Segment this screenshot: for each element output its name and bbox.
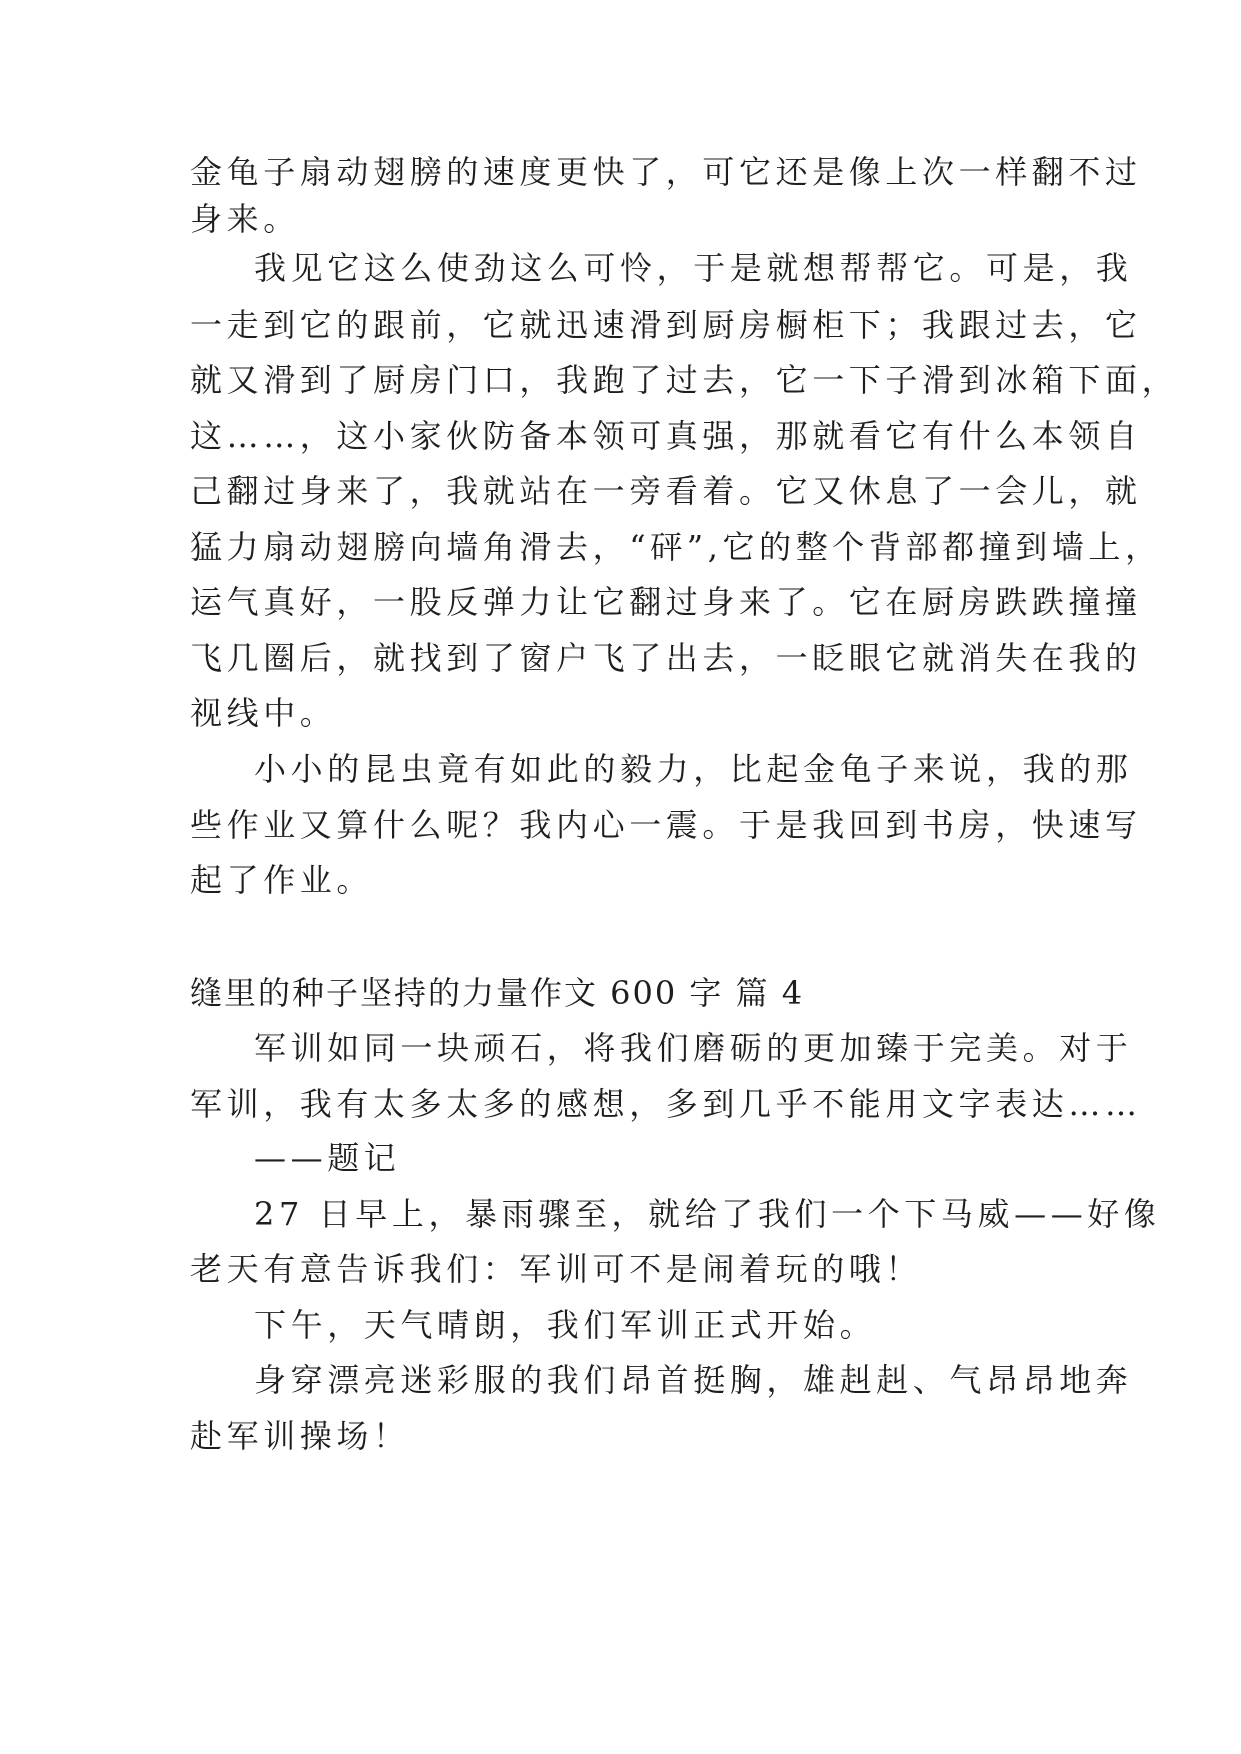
paragraph-line: 些作业又算什么呢？我内心一震。于是我回到书房，快速写 [190,806,1142,844]
paragraph-line: 27 日早上，暴雨骤至，就给了我们一个下马威——好像 [254,1195,1161,1233]
paragraph-line: 运气真好，一股反弹力让它翻过身来了。它在厨房跌跌撞撞 [190,583,1142,621]
paragraph-line: 小小的昆虫竟有如此的毅力，比起金龟子来说，我的那 [254,750,1133,788]
paragraph-line: 金龟子扇动翅膀的速度更快了，可它还是像上次一样翻不过 [190,153,1142,191]
paragraph-line: 军训，我有太多太多的感想，多到几乎不能用文字表达…… [190,1085,1142,1123]
epigraph-attribution: ——题记 [254,1139,401,1177]
section-heading: 缝里的种子坚持的力量作文 600 字 篇 4 [190,974,805,1012]
paragraph-line: 起了作业。 [190,861,374,899]
paragraph-line: 飞几圈后，就找到了窗户飞了出去，一眨眼它就消失在我的 [190,639,1142,677]
paragraph-line: 就又滑到了厨房门口，我跑了过去，它一下子滑到冰箱下面， [190,361,1179,399]
paragraph-line: 一走到它的跟前，它就迅速滑到厨房橱柜下；我跟过去，它 [190,306,1142,344]
paragraph-line: 老天有意告诉我们：军训可不是闹着玩的哦！ [190,1250,923,1288]
paragraph-line: 身来。 [190,200,300,238]
paragraph-line: 视线中。 [190,694,337,732]
paragraph-line: 下午，天气晴朗，我们军训正式开始。 [254,1306,877,1344]
paragraph-line: 军训如同一块顽石，将我们磨砺的更加臻于完美。对于 [254,1029,1133,1067]
paragraph-line: 己翻过身来了，我就站在一旁看着。它又休息了一会儿，就 [190,472,1142,510]
paragraph-line: 这……，这小家伙防备本领可真强，那就看它有什么本领自 [190,417,1142,455]
paragraph-line: 我见它这么使劲这么可怜，于是就想帮帮它。可是，我 [254,249,1133,287]
paragraph-line: 身穿漂亮迷彩服的我们昂首挺胸，雄赳赳、气昂昂地奔 [254,1361,1133,1399]
paragraph-line: 赴军训操场！ [190,1417,410,1455]
paragraph-line: 猛力扇动翅膀向墙角滑去，“砰”,它的整个背部都撞到墙上， [190,528,1162,566]
